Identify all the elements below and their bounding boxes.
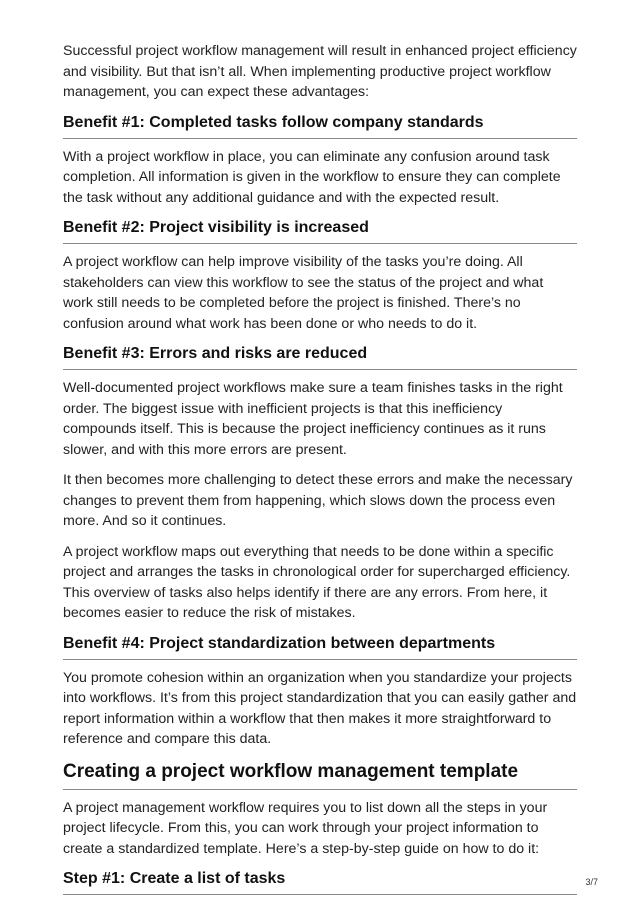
benefit-2-paragraph: A project workflow can help improve visibility of the tasks you’re doing. All stakeholders can view this workflow to see the status of the project and what work still needs to be completed before the project is finished. There’s no confusion around what work has been done or who needs to do it. — [63, 254, 544, 332]
page-number: 3/7 — [585, 877, 598, 887]
benefit-3-paragraph-1: Well-documented project workflows make sure a team finishes tasks in the right order. The biggest issue with inefficient projects is that this inefficiency compounds itself. This is because the project inefficiency continues as it runs slower, and with this more errors are present. — [63, 380, 563, 458]
benefit-1-paragraph: With a project workflow in place, you can eliminate any confusion around task completion. All information is given in the workflow to ensure they can complete the task without any additional guidance and with the expected result. — [63, 148, 561, 206]
template-section-paragraph: A project management workflow requires you to list down all the steps in your project lifecycle. From this, you can work through your project information to create a standardized template. Here’s a step-by-step guide on how to do it: — [63, 799, 548, 857]
template-section-heading: Creating a project workflow management template — [63, 760, 577, 790]
step-1-heading: Step #1: Create a list of tasks — [63, 869, 577, 895]
benefit-4-paragraph: You promote cohesion within an organization when you standardize your projects into workflows. It’s from this project standardization that you can easily gather and report information within a workflow that then makes it more straightforward to reference and compare this data. — [63, 669, 577, 747]
document-body — [63, 41, 577, 903]
benefit-1-heading: Benefit #1: Completed tasks follow company standards — [63, 113, 577, 139]
benefit-3-paragraph-3: A project workflow maps out everything that needs to be done within a specific project and arranges the tasks in chronological order for supercharged efficiency. This overview of tasks also helps identify if there are any errors. From here, it becomes easier to reduce the risk of mistakes. — [63, 543, 571, 621]
benefit-4-heading: Benefit #4: Project standardization between departments — [63, 634, 577, 660]
intro-paragraph: Successful project workflow management will result in enhanced project efficiency and visibility. But that isn’t all. When implementing productive project workflow management, you can expect these advantages: — [63, 43, 577, 100]
benefit-2-heading: Benefit #2: Project visibility is increased — [63, 218, 577, 244]
benefit-3-paragraph-2: It then becomes more challenging to detect these errors and make the necessary changes to prevent them from happening, which slows down the process even more. And so it continues. — [63, 472, 573, 529]
benefit-3-heading: Benefit #3: Errors and risks are reduced — [63, 344, 577, 370]
